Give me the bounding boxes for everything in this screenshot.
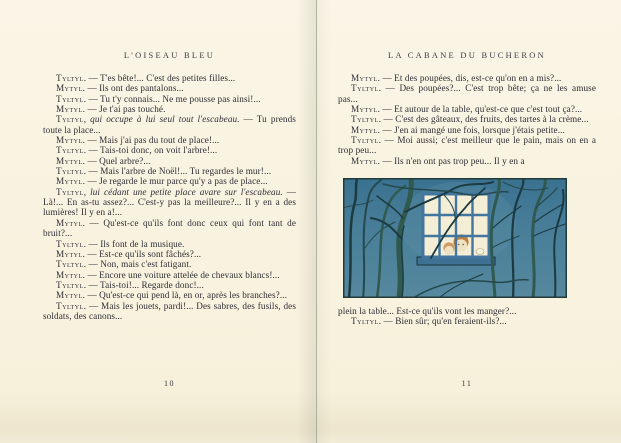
dialogue-line xyxy=(43,166,296,176)
dialogue-text: Moi aussi; c'est meilleur que le pain, mais on en a trop peu... xyxy=(338,135,596,156)
speaker-sep: . — xyxy=(82,176,100,187)
dialogue-text: T'es bête!... C'est des petites filles... xyxy=(100,73,236,83)
dialogue-line xyxy=(43,218,296,239)
right-running-title: LA CABANE DU BUCHERON xyxy=(388,51,546,60)
speaker-sep: . — xyxy=(377,73,395,83)
stage-direction: qui occupe à lui seul tout l'escabeau. xyxy=(90,114,240,125)
left-page-number: 10 xyxy=(164,379,175,388)
speaker-sep: . — xyxy=(378,114,396,125)
dialogue-text: Bien sûr; qu'en feraient-ils?... xyxy=(395,316,507,327)
continuation-line: plein la table... Est-ce qu'ils vont les manger?... xyxy=(338,306,517,317)
speaker-name: Tyltyl xyxy=(56,186,84,197)
speaker-sep: . — xyxy=(377,155,395,166)
dialogue-line xyxy=(43,135,296,145)
dialogue-text: Est-ce qu'ils sont fâchés?... xyxy=(99,248,202,259)
dialogue-text: Ils font de la musique. xyxy=(100,238,185,249)
speaker-sep: . — xyxy=(83,279,101,290)
speaker-name: Mytyl xyxy=(351,73,378,83)
dialogue-line xyxy=(338,125,596,135)
speaker-name: Tyltyl xyxy=(56,238,84,249)
dialogue-text: Ils ont des pantalons... xyxy=(99,83,184,94)
dialogue-line xyxy=(43,290,296,300)
speaker-sep: . — xyxy=(378,316,396,327)
dialogue-text: Qu'est-ce qu'ils font donc ceux qui font tant de bruit?... xyxy=(43,217,296,239)
dialogue-text: — Là!... En as-tu assez?... C'est-y pas la meilleure?... Il y en a des lumières! Il y en a!... xyxy=(43,186,297,218)
left-dialogue xyxy=(43,73,296,321)
dialogue-line xyxy=(338,135,596,156)
left-running-title: L'OISEAU BLEU xyxy=(123,51,216,60)
right-page xyxy=(317,0,621,443)
speaker-name: Tyltyl xyxy=(56,93,84,104)
speaker-sep: . — xyxy=(378,83,400,94)
dialogue-text: Quel arbre?... xyxy=(99,155,151,166)
speaker-name: Mytyl xyxy=(351,155,378,166)
dialogue-text: Mais les jouets, pardi!... Des sabres, des fusils, des soldats, des canons... xyxy=(43,300,297,321)
dialogue-line xyxy=(43,104,296,114)
speaker-name: Mytyl xyxy=(56,176,83,187)
dialogue-line xyxy=(43,239,296,249)
speaker-sep: . — xyxy=(82,83,100,94)
dialogue-text: Tais-toi donc, on voit l'arbre!... xyxy=(100,145,218,156)
dialogue-line xyxy=(338,114,596,124)
dialogue-line xyxy=(338,73,596,83)
stage-direction: lui cédant une petite place avare sur l'escabeau. xyxy=(90,186,283,197)
woodcutter-cabin-illustration xyxy=(343,178,567,298)
speaker-name: Mytyl xyxy=(351,104,378,115)
dialogue-text: Non, mais c'est fatigant. xyxy=(100,259,192,270)
dialogue-line xyxy=(43,259,296,269)
dialogue-line xyxy=(43,114,296,135)
dialogue-line xyxy=(338,83,596,104)
speaker-name: Mytyl xyxy=(56,135,83,146)
speaker-sep: . — xyxy=(377,124,395,135)
dialogue-line xyxy=(43,73,296,83)
dialogue-text: Tu t'y connais... Ne me pousse pas ainsi!... xyxy=(100,93,261,104)
dialogue-line xyxy=(43,145,296,155)
dialogue-text: Je regarde le mur parce qu'y a pas de place... xyxy=(99,176,268,187)
speaker-sep: . — xyxy=(377,104,395,115)
speaker-name: Mytyl xyxy=(56,155,83,166)
speaker-sep: . — xyxy=(82,135,100,146)
speaker-name: Mytyl xyxy=(56,217,83,228)
right-dialogue xyxy=(338,73,596,166)
speaker-name: Mytyl xyxy=(56,83,83,94)
dialogue-line xyxy=(43,156,296,166)
illustration-canvas xyxy=(343,178,567,298)
dialogue-text: Je t'ai pas touché. xyxy=(99,104,166,115)
speaker-name: Tyltyl xyxy=(56,114,84,125)
speaker-sep: . — xyxy=(83,238,101,249)
dialogue-line xyxy=(43,301,296,322)
speaker-name: Mytyl xyxy=(56,269,83,280)
dialogue-text: Mais j'ai pas du tout de place!... xyxy=(99,135,220,146)
dialogue-text: C'est des gâteaux, des fruits, des tartes à la crème... xyxy=(395,114,589,125)
speaker-name: Mytyl xyxy=(56,248,83,259)
dialogue-line xyxy=(43,280,296,290)
speaker-sep: . — xyxy=(83,73,101,83)
small-toy xyxy=(476,249,484,255)
speaker-sep: . — xyxy=(82,104,100,115)
speaker-name: Tyltyl xyxy=(56,259,84,270)
speaker-sep: , xyxy=(83,186,91,197)
speaker-name: Tyltyl xyxy=(56,300,84,311)
speaker-name: Mytyl xyxy=(56,290,83,301)
left-text-block xyxy=(43,51,296,321)
dialogue-line xyxy=(43,94,296,104)
dialogue-line xyxy=(338,156,596,166)
right-text-block xyxy=(338,51,596,327)
dialogue-text: Encore une voiture attelée de chevaux blancs!... xyxy=(99,269,280,280)
dialogue-text: Des poupées?... C'est trop bête; ça ne les amuse pas... xyxy=(338,83,596,104)
speaker-name: Mytyl xyxy=(351,124,378,135)
speaker-sep: . — xyxy=(378,135,398,146)
speaker-sep: . — xyxy=(83,145,101,156)
speaker-name: Tyltyl xyxy=(56,166,84,177)
speaker-sep: . — xyxy=(82,290,100,301)
dialogue-text: Qu'est-ce qui pend là, en or, après les branches?... xyxy=(99,290,288,301)
right-page-number: 11 xyxy=(461,379,473,388)
girl-face xyxy=(444,246,453,255)
dialogue-line xyxy=(43,83,296,93)
speaker-sep: , xyxy=(83,114,91,125)
dialogue-text: J'en ai mangé une fois, lorsque j'étais petite... xyxy=(394,124,565,135)
speaker-name: Tyltyl xyxy=(351,135,379,146)
dialogue-text: Tais-toi!... Regarde donc!... xyxy=(100,279,204,290)
speaker-sep: . — xyxy=(83,259,101,270)
speaker-sep: . — xyxy=(83,300,102,311)
speaker-name: Tyltyl xyxy=(56,279,84,290)
dialogue-line xyxy=(43,270,296,280)
dialogue-text: Ils n'en ont pas trop peu... Il y en a xyxy=(394,155,525,166)
dialogue-line xyxy=(338,104,596,114)
speaker-name: Mytyl xyxy=(56,104,83,115)
dialogue-line xyxy=(43,249,296,259)
lit-window xyxy=(417,194,495,265)
speaker-name: Tyltyl xyxy=(56,145,84,156)
dialogue-text: — Tu prends toute la place... xyxy=(43,114,296,135)
speaker-sep: . — xyxy=(82,269,100,280)
speaker-name: Tyltyl xyxy=(351,83,379,94)
dialogue-line xyxy=(43,176,296,186)
speaker-sep: . — xyxy=(82,248,100,259)
dialogue-text: Mais l'arbre de Noël!... Tu regardes le mur!... xyxy=(100,166,272,177)
speaker-name: Tyltyl xyxy=(56,73,84,83)
speaker-sep: . — xyxy=(82,155,100,166)
speaker-name: Tyltyl xyxy=(351,114,379,125)
speaker-sep: . — xyxy=(82,217,104,228)
speaker-name: Tyltyl xyxy=(351,316,379,327)
speaker-sep: . — xyxy=(83,93,101,104)
speaker-sep: . — xyxy=(83,166,101,177)
dialogue-line xyxy=(338,316,596,326)
dialogue-text: Et autour de la table, qu'est-ce que c'est tout ça?... xyxy=(394,104,583,115)
dialogue-text: Et des poupées, dis, est-ce qu'on en a mis?... xyxy=(394,73,562,83)
dialogue-line xyxy=(43,187,296,218)
